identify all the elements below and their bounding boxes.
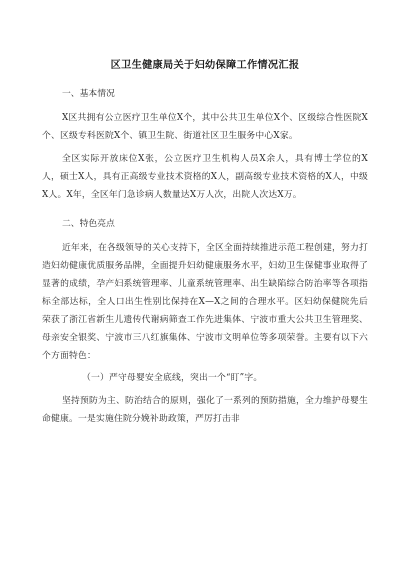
subheading-maternal-safety: （一）严守母婴安全底线，突出一个“盯”字。 [82, 373, 263, 383]
paragraph-facilities: X区共拥有公立医疗卫生单位X个，其中公共卫生单位X个、区级综合性医院X个、区级专科医院X个、镇卫生院、街道社区卫生服务中心X家。 [42, 113, 368, 141]
paragraph-prevention: 坚持预防为主、防治结合的原则，强化了一系列的预防措施，全力维护母婴生命健康。一是实施住院分娩补助政策，严厉打击非 [42, 396, 368, 424]
paragraph-staffing: 全区实际开放床位X张，公立医疗卫生机构人员X余人，具有博士学位的X人，硕士X人，具有正高级专业技术资格的X人，副高级专业技术资格的X人，中级X人。X年，全区年门急诊病人数量达X万人次，出院人次达X万。 [42, 154, 368, 200]
document-title: 区卫生健康局关于妇幼保障工作情况汇报 [110, 59, 300, 71]
section-heading-highlights: 二、特色亮点 [62, 219, 115, 229]
section-heading-basic-info: 一、基本情况 [62, 89, 115, 99]
paragraph-achievements: 近年来，在各级领导的关心支持下，全区全面持续推进示范工程创建，努力打造妇幼健康优质服务品牌，全面提升妇幼健康服务水平，妇幼卫生保健事业取得了显著的成绩，孕产妇系统管理率、儿童系统管理率、出生缺陷综合防治率等各项指标全部达标，全人口出生性别比保持在X—X之间的合理水平。区妇幼保健院先后荣获了浙江省新生儿遗传代谢病筛查工作先进集体、宁波市重大公共卫生管理奖、母亲安全银奖、宁波市三八红旗集体、宁波市文明单位等多项荣誉。主要有以下六个方面特色： [42, 243, 368, 361]
